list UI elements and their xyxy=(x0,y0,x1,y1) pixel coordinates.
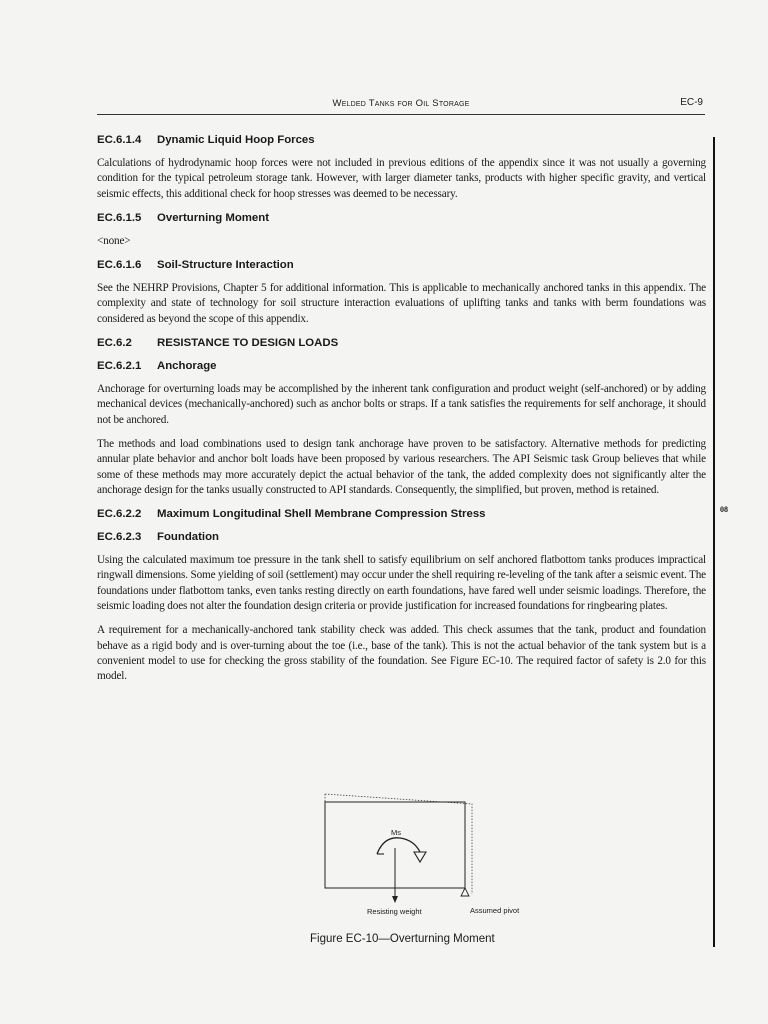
tilted-tank-outline xyxy=(325,794,472,894)
running-header xyxy=(97,96,705,115)
section-heading xyxy=(97,133,706,147)
section-number: EC.6.1.6 xyxy=(97,259,142,272)
section-title: Soil-Structure Interaction xyxy=(157,259,294,272)
figure-caption: Figure EC-10—Overturning Moment xyxy=(310,933,495,945)
section-heading xyxy=(97,530,706,544)
section-title: Foundation xyxy=(157,531,219,544)
section-number: EC.6.1.5 xyxy=(97,211,142,224)
revision-mark: 08 xyxy=(720,505,728,514)
section-title: Anchorage xyxy=(157,360,217,373)
figure-diagram xyxy=(322,790,478,905)
section-heading xyxy=(97,258,706,272)
paragraph: See the NEHRP Provisions, Chapter 5 for additional information. This is applicable to mechanically anchored tanks in this appendix. The complexity and state of technology for soil structure interaction evaluations of uplifting tanks and tanks with berm foundations was considered as beyond the scope of this appendix. xyxy=(97,282,706,325)
paragraph: A requirement for a mechanically-anchored tank stability check was added. This check assumes that the tank, product and foundation behave as a rigid body and is over-turning about the toe (i.e., base of the tank). This is not the actual behavior of the tank system but is a convenient model to use for checking the gross stability of the foundation. See Figure EC-10. The required factor of safety is 2.0 for this model. xyxy=(97,624,706,683)
paragraph: The methods and load combinations used to design tank anchorage have proven to be satisfactory. Alternative methods for predicting annular plate behavior and anchor bolt loads have been proposed by various researchers. The API Seismic task Group believes that while some of these methods may more accurately depict the actual behavior of the tank, the added complexity does not significantly alter the anchorage design for the tanks usually constructed to API standards. Consequently, the simplified, but proven, method is retained. xyxy=(97,437,706,496)
pivot-triangle xyxy=(461,888,469,896)
section-number: EC.6.1.4 xyxy=(97,134,142,146)
section-number: EC.6.2.3 xyxy=(97,531,142,544)
section-number: EC.6.2 xyxy=(97,337,132,350)
assumed-pivot-label: Assumed pivot xyxy=(470,906,520,915)
paragraph: <none> xyxy=(97,234,131,247)
section-title: Dynamic Liquid Hoop Forces xyxy=(157,134,315,146)
section-heading xyxy=(97,507,706,521)
page-number: EC-9 xyxy=(680,97,703,108)
section-title: Overturning Moment xyxy=(157,211,270,224)
section-number: EC.6.2.1 xyxy=(97,360,142,373)
moment-label: Ms xyxy=(391,828,401,837)
paragraph: Anchorage for overturning loads may be accomplished by the inherent tank configuration and product weight (self-anchored) or by adding mechanical devices (mechanically-anchored) such as anchor bolts or straps. If a tank satisfies the requirements for self anchorage, it should not be anchored. xyxy=(97,383,706,426)
resisting-weight-label: Resisting weight xyxy=(367,907,422,916)
weight-arrowhead xyxy=(392,896,398,903)
paragraph: Calculations of hydrodynamic hoop forces were not included in previous editions of the appendix since it was not usually a governing condition for the typical petroleum storage tank. However, with larger diameter tanks, products with higher specific gravity, and vertical seismic effects, this additional check for hoop stresses was deemed to be necessary. xyxy=(97,157,706,200)
section-heading xyxy=(97,359,706,373)
section-number: EC.6.2.2 xyxy=(97,508,142,521)
body-content xyxy=(97,133,706,694)
moment-arrowhead xyxy=(414,852,426,862)
header-title: Welded Tanks for Oil Storage xyxy=(332,98,470,109)
section-heading xyxy=(97,336,706,350)
paragraph: Using the calculated maximum toe pressure in the tank shell to satisfy equilibrium on self anchored flatbottom tanks produces impractical ringwall dimensions. Some yielding of soil (settlement) may occur under the shell requiring re-leveling of the tank after a seismic event. The foundations under flatbottom tanks, even tanks resting directly on earth foundations, have fared well under seismic loadings. Therefore, the seismic loading does not alter the foundation design criteria or provide justification for increased foundations for ringbearing plates. xyxy=(97,554,706,613)
section-title: Maximum Longitudinal Shell Membrane Compression Stress xyxy=(157,508,486,521)
section-title: RESISTANCE TO DESIGN LOADS xyxy=(157,337,339,350)
section-heading xyxy=(97,211,706,225)
revision-change-bar xyxy=(713,137,715,947)
overturning-moment-figure xyxy=(322,790,520,925)
